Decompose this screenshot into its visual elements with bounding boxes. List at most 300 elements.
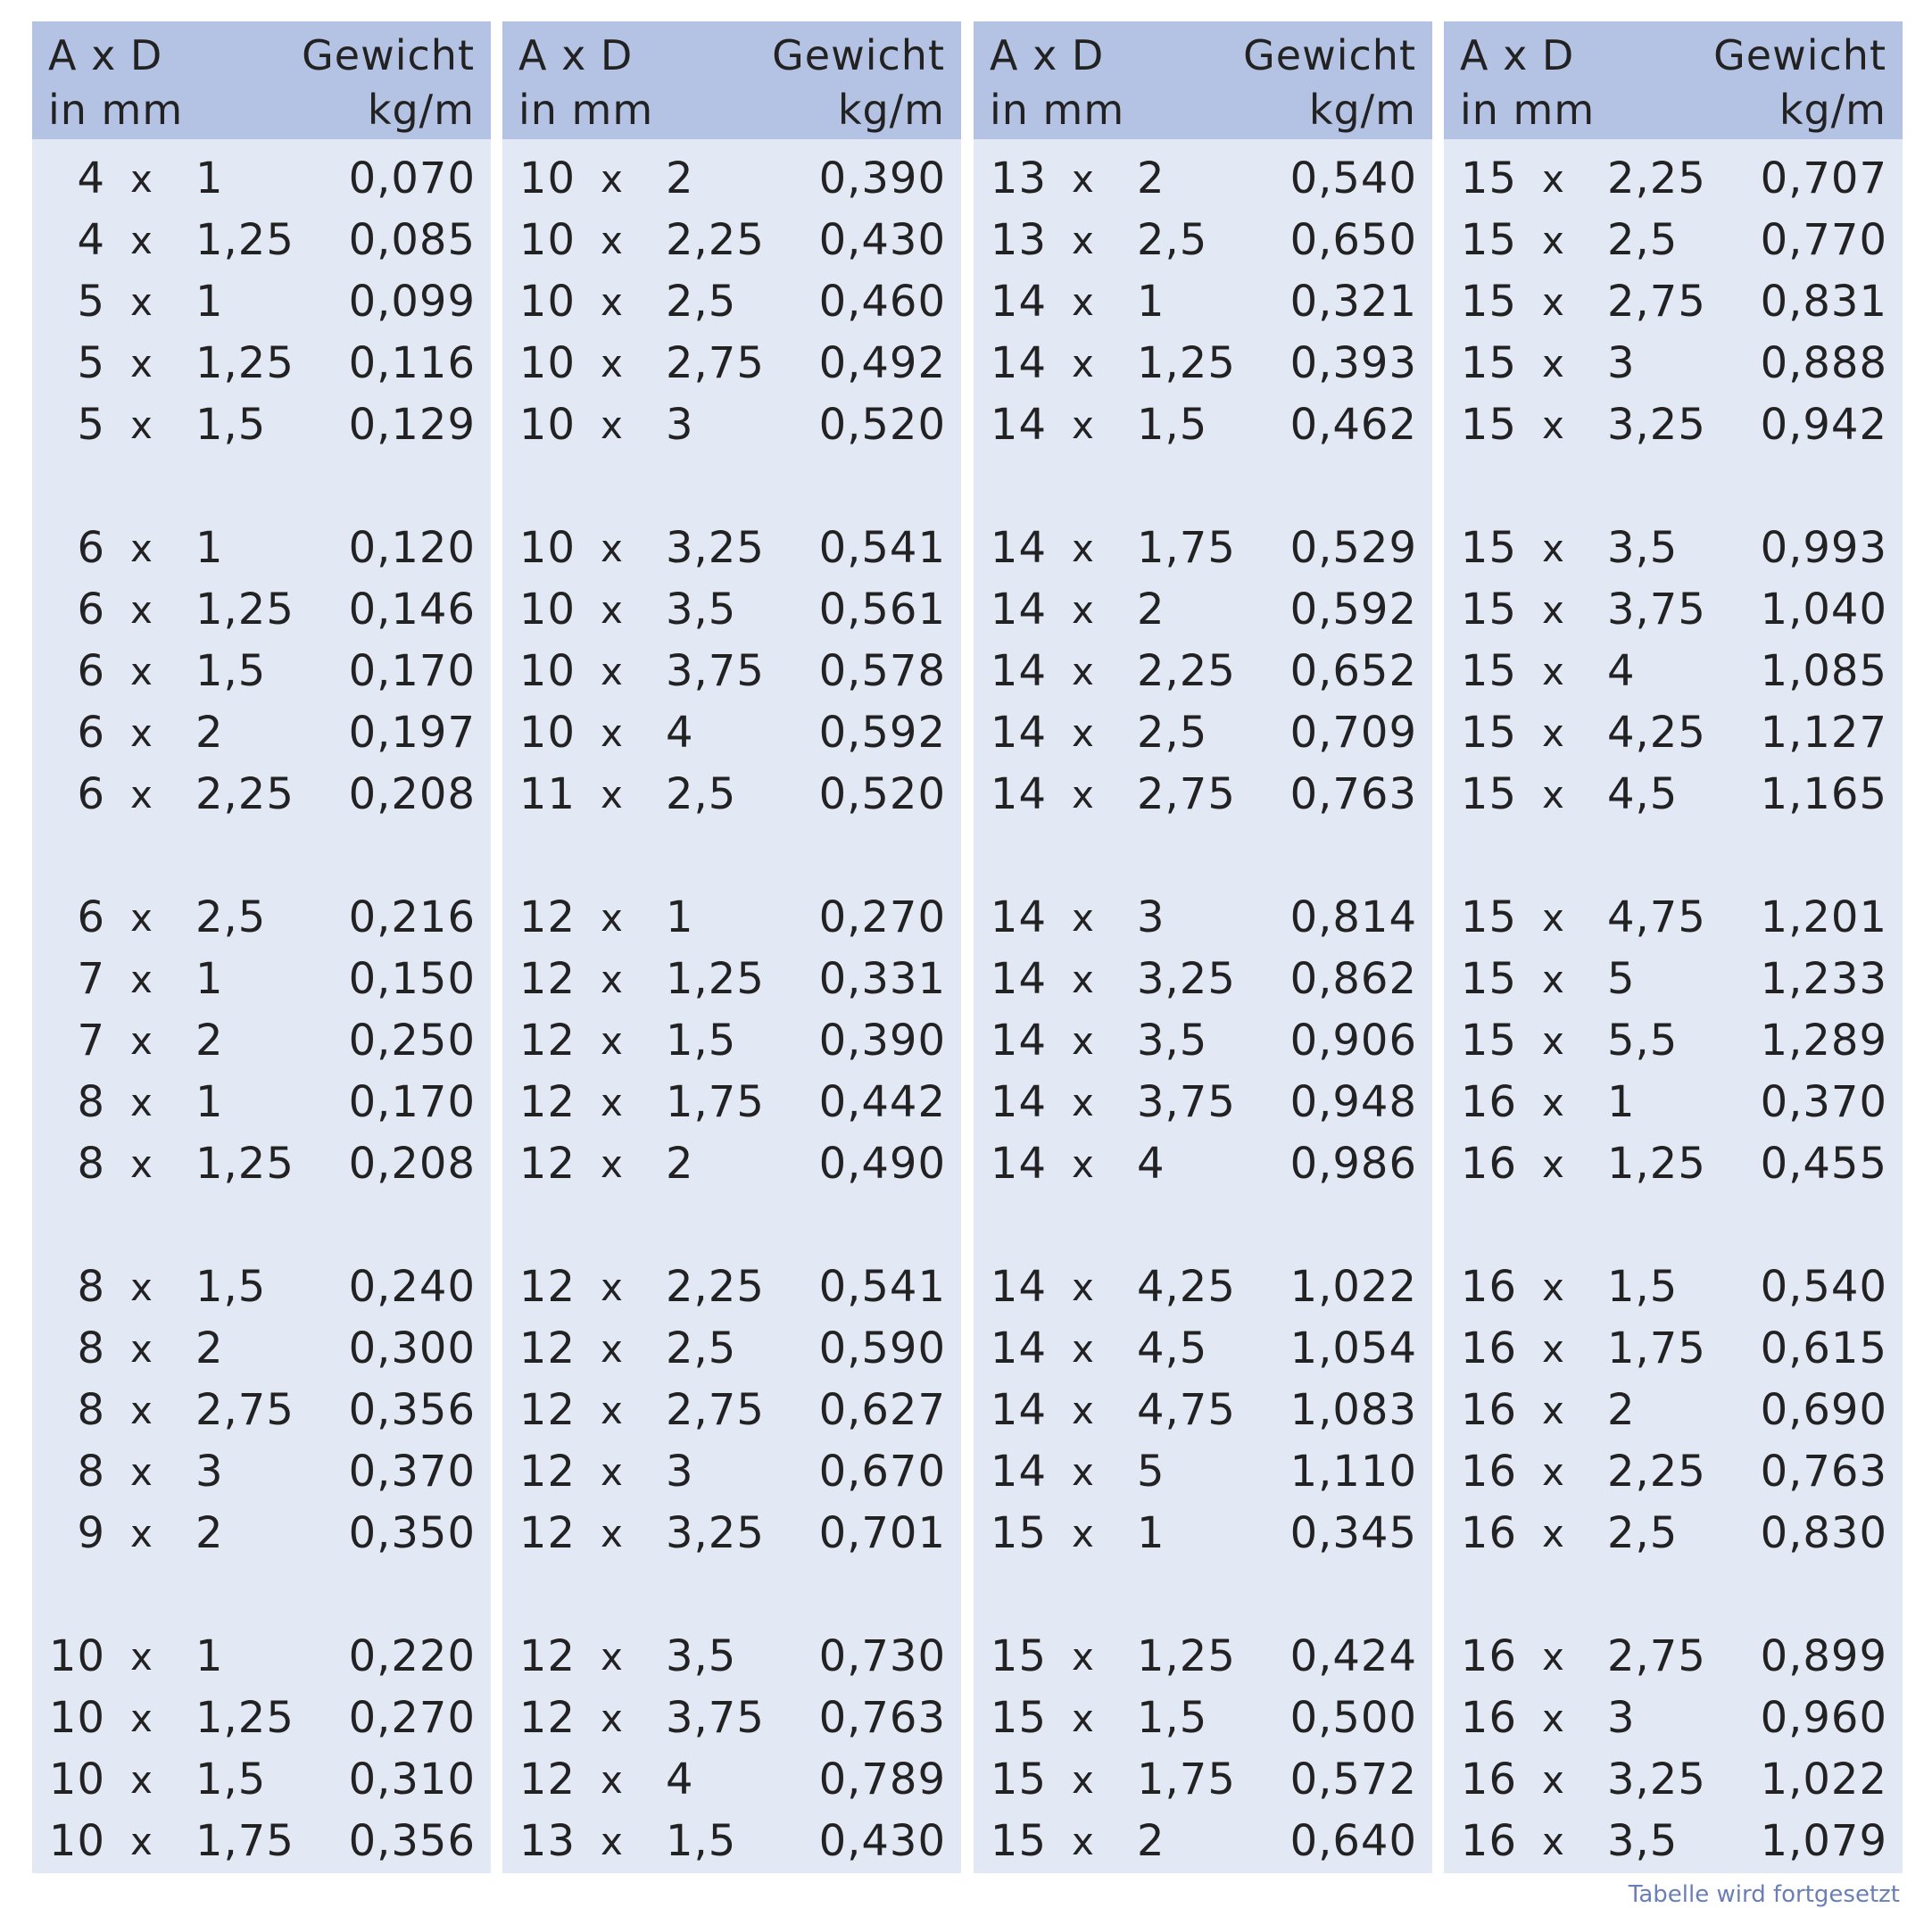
times-sign: x xyxy=(1072,157,1095,201)
table-row xyxy=(974,1010,1432,1072)
table-row xyxy=(1444,333,1903,394)
table-row xyxy=(974,1318,1432,1380)
table-row xyxy=(974,1749,1432,1811)
table-row xyxy=(32,1072,491,1133)
times-sign: x xyxy=(601,1142,624,1186)
outer-diameter: 14 xyxy=(990,1077,1047,1127)
weight-value: 0,270 xyxy=(348,1693,476,1743)
outer-diameter: 10 xyxy=(518,215,576,265)
times-sign: x xyxy=(130,1327,153,1371)
wall-thickness: 1 xyxy=(1137,277,1165,327)
weight-value: 0,356 xyxy=(348,1816,476,1866)
outer-diameter: 10 xyxy=(518,646,576,696)
times-sign: x xyxy=(130,1019,153,1063)
wall-thickness: 2 xyxy=(666,1139,694,1189)
outer-diameter: 10 xyxy=(48,1631,105,1681)
table-row xyxy=(32,271,491,333)
wall-thickness: 3,25 xyxy=(666,1508,765,1558)
table-row xyxy=(502,887,961,949)
wall-thickness: 1,25 xyxy=(195,585,294,635)
table-row xyxy=(502,148,961,210)
wall-thickness: 2,75 xyxy=(1607,277,1706,327)
outer-diameter: 14 xyxy=(990,277,1047,327)
weight-value: 1,233 xyxy=(1760,954,1887,1004)
times-sign: x xyxy=(1542,650,1565,693)
weight-value: 0,540 xyxy=(1760,1262,1887,1312)
outer-diameter: 14 xyxy=(990,1447,1047,1497)
outer-diameter: 12 xyxy=(518,892,576,942)
table-row xyxy=(502,1688,961,1749)
weight-value: 0,492 xyxy=(818,338,946,388)
wall-thickness: 4,5 xyxy=(1607,769,1679,819)
weight-value: 0,690 xyxy=(1760,1385,1887,1435)
wall-thickness: 2,75 xyxy=(1607,1631,1706,1681)
outer-diameter: 16 xyxy=(1460,1262,1517,1312)
outer-diameter: 10 xyxy=(518,708,576,758)
table-row xyxy=(1444,518,1903,579)
table-row xyxy=(32,394,491,456)
wall-thickness: 5 xyxy=(1607,954,1636,1004)
weight-value: 0,707 xyxy=(1760,153,1887,203)
wall-thickness: 2,25 xyxy=(666,215,765,265)
outer-diameter: 14 xyxy=(990,954,1047,1004)
wall-thickness: 1,25 xyxy=(1137,1631,1236,1681)
table-row xyxy=(502,1626,961,1688)
times-sign: x xyxy=(1542,157,1565,201)
weight-value: 1,022 xyxy=(1760,1755,1887,1804)
wall-thickness: 2,25 xyxy=(1607,1447,1706,1497)
times-sign: x xyxy=(130,773,153,817)
times-sign: x xyxy=(1072,280,1095,324)
wall-thickness: 1 xyxy=(195,954,224,1004)
weight-value: 1,165 xyxy=(1760,769,1887,819)
table-row xyxy=(1444,1749,1903,1811)
table-row xyxy=(974,1626,1432,1688)
wall-thickness: 1 xyxy=(195,523,224,573)
wall-thickness: 3,25 xyxy=(1607,400,1706,450)
wall-thickness: 1,5 xyxy=(1137,1693,1208,1743)
weight-value: 0,942 xyxy=(1760,400,1887,450)
table-row xyxy=(1444,641,1903,702)
wall-thickness: 2,75 xyxy=(1137,769,1236,819)
weight-value: 0,670 xyxy=(818,1447,946,1497)
table-row xyxy=(974,210,1432,271)
weight-label: Gewicht xyxy=(1713,31,1886,79)
outer-diameter: 15 xyxy=(1460,585,1517,635)
outer-diameter: 15 xyxy=(1460,277,1517,327)
outer-diameter: 4 xyxy=(77,153,105,203)
table-row xyxy=(502,1257,961,1318)
wall-thickness: 2,5 xyxy=(666,277,737,327)
table-row xyxy=(32,333,491,394)
weight-value: 0,520 xyxy=(818,769,946,819)
outer-diameter: 16 xyxy=(1460,1816,1517,1866)
weight-label: Gewicht xyxy=(1243,31,1416,79)
table-row xyxy=(32,949,491,1010)
dimension-label: A x D xyxy=(48,31,163,79)
wall-thickness: 1 xyxy=(195,1077,224,1127)
table-row xyxy=(1444,764,1903,825)
wall-thickness: 3 xyxy=(1607,338,1636,388)
weight-value: 0,615 xyxy=(1760,1323,1887,1373)
times-sign: x xyxy=(601,219,624,262)
table-row xyxy=(502,333,961,394)
outer-diameter: 16 xyxy=(1460,1139,1517,1189)
outer-diameter: 6 xyxy=(77,769,105,819)
table-row xyxy=(32,1749,491,1811)
outer-diameter: 14 xyxy=(990,1262,1047,1312)
outer-diameter: 4 xyxy=(77,215,105,265)
table-row xyxy=(32,1257,491,1318)
times-sign: x xyxy=(130,403,153,447)
times-sign: x xyxy=(1542,527,1565,570)
outer-diameter: 16 xyxy=(1460,1077,1517,1127)
weight-value: 0,430 xyxy=(818,215,946,265)
times-sign: x xyxy=(601,1450,624,1494)
weight-value: 0,250 xyxy=(348,1016,476,1066)
outer-diameter: 12 xyxy=(518,1385,576,1435)
dimension-label: A x D xyxy=(518,31,634,79)
table-row xyxy=(974,949,1432,1010)
outer-diameter: 6 xyxy=(77,892,105,942)
outer-diameter: 16 xyxy=(1460,1508,1517,1558)
table-row xyxy=(32,1626,491,1688)
times-sign: x xyxy=(1542,1327,1565,1371)
outer-diameter: 8 xyxy=(77,1262,105,1312)
wall-thickness: 5,5 xyxy=(1607,1016,1679,1066)
table-row xyxy=(974,1072,1432,1133)
weight-value: 0,129 xyxy=(348,400,476,450)
table-row xyxy=(32,702,491,764)
outer-diameter: 6 xyxy=(77,708,105,758)
weight-value: 0,356 xyxy=(348,1385,476,1435)
times-sign: x xyxy=(1542,280,1565,324)
outer-diameter: 15 xyxy=(990,1755,1047,1804)
wall-thickness: 1,5 xyxy=(1137,400,1208,450)
wall-thickness: 3,75 xyxy=(666,1693,765,1743)
table-column xyxy=(974,21,1432,1873)
table-row xyxy=(502,1072,961,1133)
times-sign: x xyxy=(1542,342,1565,386)
weight-value: 1,079 xyxy=(1760,1816,1887,1866)
times-sign: x xyxy=(1072,1327,1095,1371)
weight-value: 0,789 xyxy=(818,1755,946,1804)
table-row xyxy=(502,518,961,579)
weight-value: 1,289 xyxy=(1760,1016,1887,1066)
times-sign: x xyxy=(601,280,624,324)
times-sign: x xyxy=(1072,342,1095,386)
wall-thickness: 2,5 xyxy=(1137,215,1208,265)
times-sign: x xyxy=(1072,773,1095,817)
weight-value: 0,541 xyxy=(818,523,946,573)
times-sign: x xyxy=(601,1081,624,1124)
table-row xyxy=(1444,949,1903,1010)
outer-diameter: 16 xyxy=(1460,1631,1517,1681)
table-row xyxy=(32,148,491,210)
outer-diameter: 5 xyxy=(77,338,105,388)
outer-diameter: 14 xyxy=(990,400,1047,450)
times-sign: x xyxy=(1542,1635,1565,1679)
weight-value: 0,116 xyxy=(348,338,476,388)
weight-table xyxy=(32,21,1903,1873)
weight-value: 0,652 xyxy=(1289,646,1417,696)
times-sign: x xyxy=(130,219,153,262)
table-row xyxy=(502,764,961,825)
weight-value: 0,099 xyxy=(348,277,476,327)
times-sign: x xyxy=(1072,1820,1095,1863)
outer-diameter: 14 xyxy=(990,523,1047,573)
weight-value: 0,208 xyxy=(348,769,476,819)
weight-value: 0,220 xyxy=(348,1631,476,1681)
weight-value: 0,490 xyxy=(818,1139,946,1189)
table-row xyxy=(974,764,1432,825)
outer-diameter: 10 xyxy=(518,523,576,573)
outer-diameter: 12 xyxy=(518,1016,576,1066)
weight-value: 0,146 xyxy=(348,585,476,635)
outer-diameter: 8 xyxy=(77,1385,105,1435)
wall-thickness: 2 xyxy=(195,1508,224,1558)
times-sign: x xyxy=(1542,219,1565,262)
times-sign: x xyxy=(1542,773,1565,817)
outer-diameter: 8 xyxy=(77,1139,105,1189)
wall-thickness: 1,75 xyxy=(195,1816,294,1866)
table-row xyxy=(502,1749,961,1811)
times-sign: x xyxy=(1072,896,1095,940)
table-row xyxy=(974,1257,1432,1318)
times-sign: x xyxy=(601,1635,624,1679)
weight-value: 0,240 xyxy=(348,1262,476,1312)
outer-diameter: 14 xyxy=(990,1385,1047,1435)
times-sign: x xyxy=(1542,711,1565,755)
outer-diameter: 8 xyxy=(77,1447,105,1497)
wall-thickness: 1,5 xyxy=(195,1262,267,1312)
weight-value: 0,520 xyxy=(818,400,946,450)
outer-diameter: 10 xyxy=(518,400,576,450)
table-row xyxy=(502,1010,961,1072)
weight-value: 0,150 xyxy=(348,954,476,1004)
weight-value: 0,561 xyxy=(818,585,946,635)
outer-diameter: 15 xyxy=(990,1631,1047,1681)
outer-diameter: 15 xyxy=(1460,400,1517,450)
table-row xyxy=(502,394,961,456)
table-row xyxy=(502,1441,961,1503)
weight-value: 0,763 xyxy=(1289,769,1417,819)
weight-value: 0,197 xyxy=(348,708,476,758)
outer-diameter: 14 xyxy=(990,769,1047,819)
weight-value: 0,830 xyxy=(1760,1508,1887,1558)
wall-thickness: 3,25 xyxy=(1607,1755,1706,1804)
weight-value: 0,906 xyxy=(1289,1016,1417,1066)
wall-thickness: 4,5 xyxy=(1137,1323,1208,1373)
outer-diameter: 12 xyxy=(518,1077,576,1127)
times-sign: x xyxy=(1542,1450,1565,1494)
times-sign: x xyxy=(130,1696,153,1740)
table-row xyxy=(32,1811,491,1872)
wall-thickness: 1,5 xyxy=(666,1016,737,1066)
wall-thickness: 4,25 xyxy=(1137,1262,1236,1312)
wall-thickness: 2,5 xyxy=(1137,708,1208,758)
times-sign: x xyxy=(601,1019,624,1063)
wall-thickness: 5 xyxy=(1137,1447,1165,1497)
times-sign: x xyxy=(130,1450,153,1494)
outer-diameter: 5 xyxy=(77,277,105,327)
wall-thickness: 4 xyxy=(666,708,694,758)
weight-value: 0,370 xyxy=(1760,1077,1887,1127)
times-sign: x xyxy=(130,280,153,324)
wall-thickness: 1,25 xyxy=(1607,1139,1706,1189)
outer-diameter: 7 xyxy=(77,954,105,1004)
weight-value: 0,592 xyxy=(818,708,946,758)
weight-value: 0,321 xyxy=(1289,277,1417,327)
weight-unit: kg/m xyxy=(1779,86,1886,134)
table-row xyxy=(502,210,961,271)
table-column xyxy=(502,21,961,1873)
wall-thickness: 2,5 xyxy=(1607,215,1679,265)
times-sign: x xyxy=(1072,1019,1095,1063)
times-sign: x xyxy=(601,1512,624,1555)
wall-thickness: 4 xyxy=(1607,646,1636,696)
weight-value: 0,701 xyxy=(818,1508,946,1558)
dimension-label: A x D xyxy=(990,31,1105,79)
table-row xyxy=(974,271,1432,333)
weight-value: 0,300 xyxy=(348,1323,476,1373)
table-row xyxy=(1444,394,1903,456)
wall-thickness: 1,5 xyxy=(666,1816,737,1866)
wall-thickness: 1,25 xyxy=(1137,338,1236,388)
times-sign: x xyxy=(601,527,624,570)
weight-value: 0,345 xyxy=(1289,1508,1417,1558)
wall-thickness: 3,75 xyxy=(666,646,765,696)
table-row xyxy=(974,1380,1432,1441)
outer-diameter: 13 xyxy=(518,1816,576,1866)
weight-value: 0,070 xyxy=(348,153,476,203)
wall-thickness: 3 xyxy=(1607,1693,1636,1743)
wall-thickness: 1,5 xyxy=(195,400,267,450)
wall-thickness: 3 xyxy=(195,1447,224,1497)
wall-thickness: 4,25 xyxy=(1607,708,1706,758)
weight-value: 0,390 xyxy=(818,153,946,203)
weight-value: 0,208 xyxy=(348,1139,476,1189)
wall-thickness: 2 xyxy=(1137,585,1165,635)
wall-thickness: 2,5 xyxy=(666,1323,737,1373)
wall-thickness: 1,75 xyxy=(1607,1323,1706,1373)
dimension-unit: in mm xyxy=(48,86,184,134)
wall-thickness: 1,25 xyxy=(195,1693,294,1743)
outer-diameter: 6 xyxy=(77,585,105,635)
outer-diameter: 11 xyxy=(518,769,576,819)
times-sign: x xyxy=(130,1758,153,1802)
outer-diameter: 15 xyxy=(1460,892,1517,942)
outer-diameter: 14 xyxy=(990,1139,1047,1189)
weight-value: 0,709 xyxy=(1289,708,1417,758)
times-sign: x xyxy=(601,711,624,755)
table-row xyxy=(974,1441,1432,1503)
wall-thickness: 2 xyxy=(1137,153,1165,203)
outer-diameter: 15 xyxy=(1460,954,1517,1004)
outer-diameter: 8 xyxy=(77,1323,105,1373)
table-row xyxy=(502,641,961,702)
wall-thickness: 1,75 xyxy=(1137,523,1236,573)
weight-value: 0,948 xyxy=(1289,1077,1417,1127)
table-row xyxy=(1444,1626,1903,1688)
weight-value: 0,442 xyxy=(818,1077,946,1127)
wall-thickness: 1,75 xyxy=(666,1077,765,1127)
times-sign: x xyxy=(1542,958,1565,1001)
wall-thickness: 3,75 xyxy=(1137,1077,1236,1127)
outer-diameter: 10 xyxy=(518,585,576,635)
weight-value: 0,390 xyxy=(818,1016,946,1066)
outer-diameter: 9 xyxy=(77,1508,105,1558)
times-sign: x xyxy=(1542,1142,1565,1186)
outer-diameter: 16 xyxy=(1460,1323,1517,1373)
times-sign: x xyxy=(130,588,153,632)
table-row xyxy=(32,518,491,579)
weight-unit: kg/m xyxy=(367,86,475,134)
times-sign: x xyxy=(1542,1081,1565,1124)
table-row xyxy=(32,1133,491,1195)
wall-thickness: 3,25 xyxy=(1137,954,1236,1004)
outer-diameter: 14 xyxy=(990,892,1047,942)
outer-diameter: 12 xyxy=(518,1631,576,1681)
weight-value: 0,370 xyxy=(348,1447,476,1497)
times-sign: x xyxy=(1542,1758,1565,1802)
weight-value: 0,350 xyxy=(348,1508,476,1558)
weight-value: 0,960 xyxy=(1760,1693,1887,1743)
table-row xyxy=(502,1380,961,1441)
weight-value: 0,763 xyxy=(1760,1447,1887,1497)
wall-thickness: 2,75 xyxy=(195,1385,294,1435)
table-row xyxy=(1444,148,1903,210)
weight-value: 0,393 xyxy=(1289,338,1417,388)
wall-thickness: 1,25 xyxy=(195,338,294,388)
wall-thickness: 1,25 xyxy=(195,1139,294,1189)
weight-value: 1,201 xyxy=(1760,892,1887,942)
table-row xyxy=(974,702,1432,764)
wall-thickness: 1 xyxy=(195,277,224,327)
table-row xyxy=(974,1503,1432,1564)
times-sign: x xyxy=(1072,958,1095,1001)
weight-value: 0,831 xyxy=(1760,277,1887,327)
times-sign: x xyxy=(1542,1696,1565,1740)
wall-thickness: 2,75 xyxy=(666,1385,765,1435)
weight-value: 0,462 xyxy=(1289,400,1417,450)
dimension-label: A x D xyxy=(1460,31,1575,79)
table-row xyxy=(32,1688,491,1749)
outer-diameter: 16 xyxy=(1460,1447,1517,1497)
table-row xyxy=(974,518,1432,579)
table-row xyxy=(974,148,1432,210)
table-row xyxy=(974,1811,1432,1872)
weight-label: Gewicht xyxy=(772,31,945,79)
weight-value: 0,430 xyxy=(818,1816,946,1866)
weight-value: 0,170 xyxy=(348,646,476,696)
table-row xyxy=(1444,1688,1903,1749)
weight-value: 0,770 xyxy=(1760,215,1887,265)
outer-diameter: 13 xyxy=(990,215,1047,265)
table-row xyxy=(974,887,1432,949)
times-sign: x xyxy=(130,1512,153,1555)
weight-value: 1,085 xyxy=(1760,646,1887,696)
table-row xyxy=(502,1318,961,1380)
times-sign: x xyxy=(1072,1081,1095,1124)
times-sign: x xyxy=(1072,1450,1095,1494)
outer-diameter: 15 xyxy=(1460,338,1517,388)
table-row xyxy=(502,702,961,764)
table-row xyxy=(502,1811,961,1872)
dimension-unit: in mm xyxy=(518,86,654,134)
times-sign: x xyxy=(601,896,624,940)
weight-value: 0,650 xyxy=(1289,215,1417,265)
